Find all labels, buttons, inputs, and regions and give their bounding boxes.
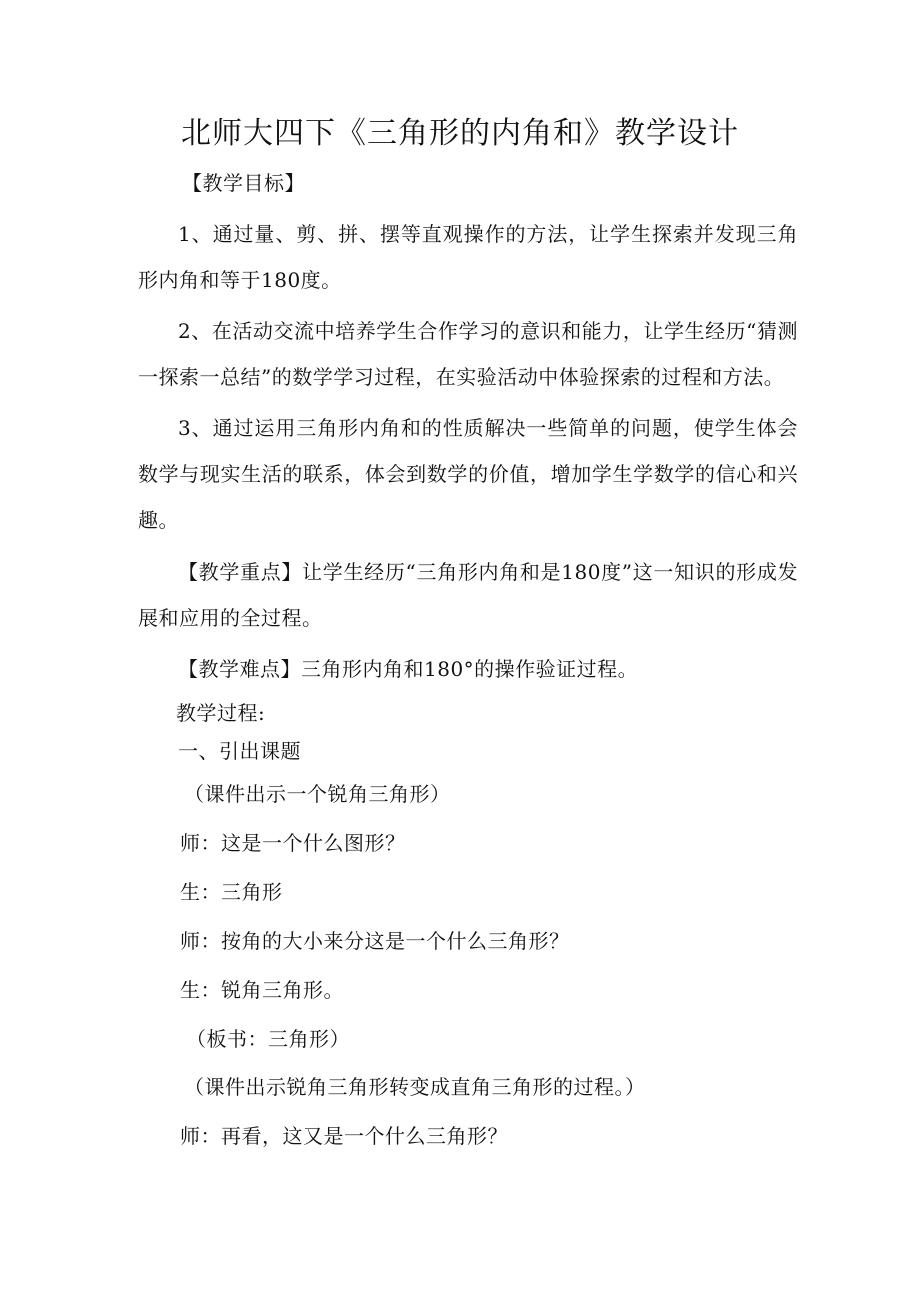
difficulty-label: 【教学难点】	[178, 657, 301, 681]
dialogue-line: 师：再看，这又是一个什么三角形？	[180, 1124, 508, 1148]
dialogue-line: （课件出示锐角三角形转变成直角三角形的过程。）	[184, 1075, 646, 1099]
section-heading-1: 一、引出课题	[178, 739, 301, 763]
dialogue-line: 师：按角的大小来分这是一个什么三角形？	[180, 929, 570, 953]
key-point-label: 【教学重点】	[178, 560, 303, 584]
objectives-heading: 【教学目标】	[182, 171, 305, 195]
objective-2: 2、在活动交流中培养学生合作学习的意识和能力，让学生经历“猜测一探索一总结”的数学学习过程，在实验活动中体验探索的过程和方法。	[138, 319, 798, 389]
objective-1: 1、通过量、剪、拼、摆等直观操作的方法，让学生探索并发现三角形内角和等于180度。	[138, 222, 798, 292]
key-point-text: 让学生经历“三角形内角和是180度”这一知识的形成发展和应用的全过程。	[138, 560, 799, 630]
dialogue-line: 生：三角形	[180, 880, 283, 904]
key-point	[138, 549, 798, 641]
difficulty	[138, 646, 798, 692]
dialogue-line: （板书：三角形）	[186, 1027, 350, 1051]
difficulty-text: 三角形内角和180°的操作验证过程。	[301, 657, 639, 681]
objective-3: 3、通过运用三角形内角和的性质解决一些简单的问题，使学生体会数学与现实生活的联系，体会到数学的价值，增加学生学数学的信心和兴趣。	[138, 416, 798, 532]
process-heading: 教学过程:	[176, 701, 266, 725]
document-title: 北师大四下《三角形的内角和》教学设计	[181, 116, 739, 151]
dialogue-line: 师：这是一个什么图形？	[180, 831, 406, 855]
dialogue-line: 生：锐角三角形。	[180, 978, 344, 1002]
dialogue-line: （课件出示一个锐角三角形）	[184, 782, 451, 806]
